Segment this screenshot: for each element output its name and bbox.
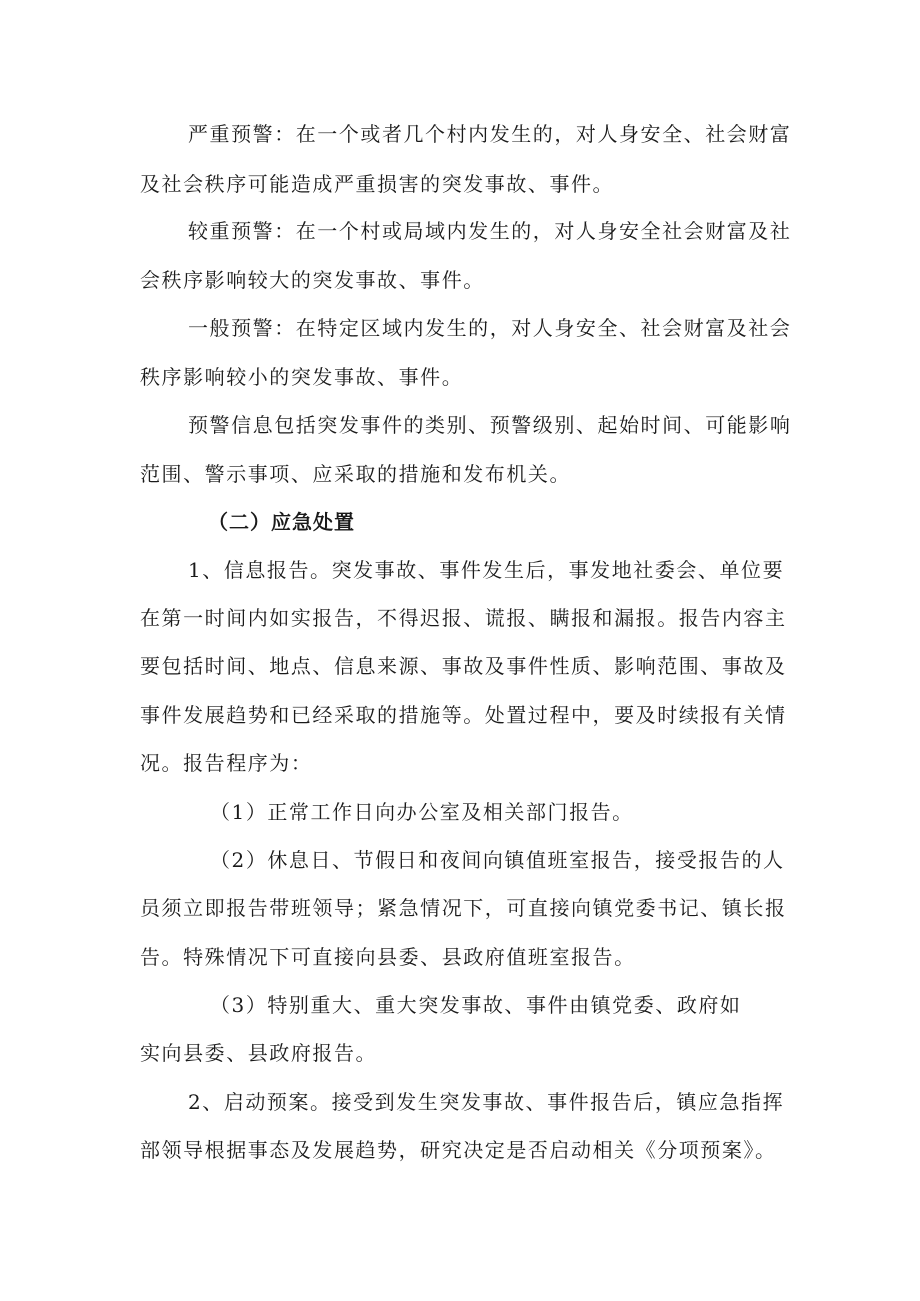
paragraph-activate-plan-line-1: 2、启动预案。接受到发生突发事故、事件报告后，镇应急指挥: [188, 1090, 785, 1114]
paragraph-general-warning-line-1: 一般预警：在特定区域内发生的，对人身安全、社会财富及社会: [188, 316, 792, 340]
section-heading: （二）应急处置: [208, 510, 355, 534]
paragraph-warning-info-line-2: 范围、警示事项、应采取的措施和发布机关。: [140, 462, 571, 486]
paragraph-activate-plan-line-2: 部领导根据事态及发展趋势，研究决定是否启动相关《分项预案》。: [140, 1138, 777, 1162]
paragraph-info-report-line-2: 在第一时间内如实报告，不得迟报、谎报、瞒报和漏报。报告内容主: [140, 606, 787, 630]
paragraph-info-report-line-5: 况。报告程序为：: [140, 751, 313, 775]
paragraph-step-1: （1）正常工作日向办公室及相关部门报告。: [210, 800, 634, 824]
paragraph-step-3-line-1: （3）特别重大、重大突发事故、事件由镇党委、政府如: [210, 993, 742, 1017]
paragraph-warning-info-line-1: 预警信息包括突发事件的类别、预警级别、起始时间、可能影响: [188, 413, 792, 437]
paragraph-severe-warning-line-2: 及社会秩序可能造成严重损害的突发事故、事件。: [140, 172, 615, 196]
paragraph-step-2-line-3: 告。特殊情况下可直接向县委、县政府值班室报告。: [140, 945, 636, 969]
paragraph-severe-warning-line-1: 严重预警：在一个或者几个村内发生的，对人身安全、社会财富: [188, 122, 792, 146]
paragraph-info-report-line-3: 要包括时间、地点、信息来源、事故及事件性质、影响范围、事故及: [140, 654, 787, 678]
paragraph-major-warning-line-1: 较重预警：在一个村或局域内发生的，对人身安全社会财富及社: [188, 219, 792, 243]
paragraph-info-report-line-1: 1、信息报告。突发事故、事件发生后，事发地社委会、单位要: [188, 558, 785, 582]
paragraph-major-warning-line-2: 会秩序影响较大的突发事故、事件。: [140, 268, 485, 292]
paragraph-step-2-line-1: （2）休息日、节假日和夜间向镇值班室报告，接受报告的人: [210, 848, 785, 872]
paragraph-info-report-line-4: 事件发展趋势和已经采取的措施等。处置过程中，要及时续报有关情: [140, 703, 787, 727]
paragraph-step-2-line-2: 员须立即报告带班领导；紧急情况下，可直接向镇党委书记、镇长报: [140, 896, 787, 920]
paragraph-step-3-line-2: 实向县委、县政府报告。: [140, 1041, 378, 1065]
paragraph-general-warning-line-2: 秩序影响较小的突发事故、事件。: [140, 365, 464, 389]
